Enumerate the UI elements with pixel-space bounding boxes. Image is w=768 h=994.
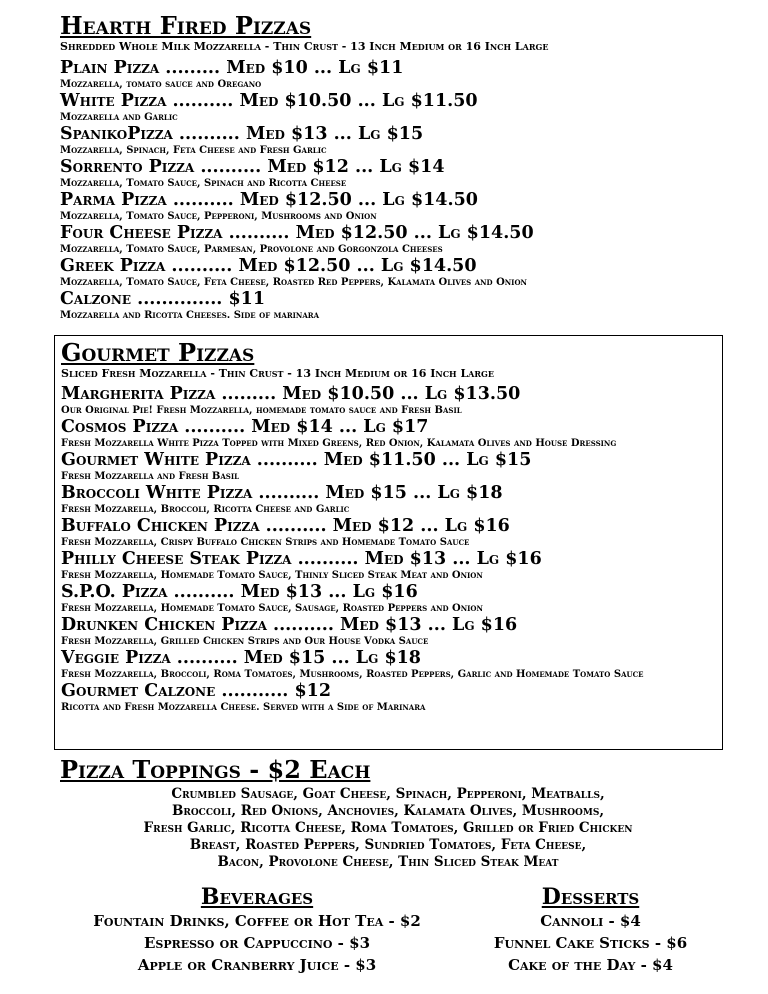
menu-item-desc: Fresh Mozzarella and Fresh Basil bbox=[61, 471, 240, 482]
beverages-title: Beverages bbox=[200, 884, 314, 910]
menu-item-name: Veggie Pizza .......... Med $15 ... Lg $18 bbox=[61, 648, 421, 668]
beverage-item: Apple or Cranberry Juice - $3 bbox=[137, 956, 377, 974]
menu-item bbox=[61, 483, 722, 516]
menu-item bbox=[61, 681, 722, 714]
toppings-line: Fresh Garlic, Ricotta Cheese, Roma Tomatoes, Grilled or Fried Chicken bbox=[143, 820, 633, 836]
menu-item-name: SpanikoPizza .......... Med $13 ... Lg $15 bbox=[60, 124, 424, 144]
menu-item bbox=[60, 91, 760, 124]
menu-item-name: Margherita Pizza ......... Med $10.50 ... Lg $13.50 bbox=[61, 384, 521, 404]
menu-item-desc: Fresh Mozzarella, Crispy Buffalo Chicken Strips and Homemade Tomato Sauce bbox=[61, 537, 470, 548]
menu-item bbox=[60, 124, 760, 157]
toppings-section bbox=[60, 756, 760, 871]
menu-item-name: S.P.O. Pizza .......... Med $13 ... Lg $16 bbox=[61, 582, 418, 602]
menu-item bbox=[60, 157, 760, 190]
toppings-line: Bacon, Provolone Cheese, Thin Sliced Steak Meat bbox=[217, 854, 559, 870]
menu-item-name: Plain Pizza ......... Med $10 ... Lg $11 bbox=[60, 58, 404, 78]
beverages-section bbox=[48, 884, 466, 976]
menu-item-desc: Fresh Mozzarella, Broccoli, Roma Tomatoes, Mushrooms, Roasted Peppers, Garlic and Homemade Tomato Sauce bbox=[61, 669, 644, 680]
menu-item-desc: Fresh Mozzarella, Broccoli, Ricotta Cheese and Garlic bbox=[61, 504, 350, 515]
menu-item-name: Philly Cheese Steak Pizza .......... Med $13 ... Lg $16 bbox=[61, 549, 542, 569]
menu-item bbox=[61, 450, 722, 483]
toppings-title: Pizza Toppings - $2 Each bbox=[60, 755, 371, 784]
menu-item-name: Four Cheese Pizza .......... Med $12.50 ... Lg $14.50 bbox=[60, 223, 534, 243]
menu-item-desc: Mozzarella and Ricotta Cheeses. Side of marinara bbox=[60, 310, 319, 321]
menu-item-name: Sorrento Pizza .......... Med $12 ... Lg $14 bbox=[60, 157, 445, 177]
menu-item-desc: Mozzarella, Tomato Sauce, Feta Cheese, Roasted Red Peppers, Kalamata Olives and Onion bbox=[60, 277, 527, 288]
toppings-line: Breast, Roasted Peppers, Sundried Tomatoes, Feta Cheese, bbox=[189, 837, 587, 853]
hearth-fired-section bbox=[60, 12, 760, 322]
gourmet-section bbox=[54, 335, 723, 750]
menu-item-name: Gourmet White Pizza .......... Med $11.50 ... Lg $15 bbox=[61, 450, 532, 470]
dessert-item: Cannoli - $4 bbox=[540, 912, 641, 930]
toppings-line: Crumbled Sausage, Goat Cheese, Spinach, Pepperoni, Meatballs, bbox=[171, 786, 605, 802]
menu-item bbox=[61, 516, 722, 549]
menu-item-name: Parma Pizza .......... Med $12.50 ... Lg $14.50 bbox=[60, 190, 478, 210]
hearth-fired-subtitle: Shredded Whole Milk Mozzarella - Thin Crust - 13 Inch Medium or 16 Inch Large bbox=[60, 40, 549, 53]
menu-item-name: Broccoli White Pizza .......... Med $15 ... Lg $18 bbox=[61, 483, 503, 503]
menu-item-desc: Mozzarella, Spinach, Feta Cheese and Fresh Garlic bbox=[60, 145, 327, 156]
menu-item-desc: Mozzarella, Tomato Sauce, Spinach and Ricotta Cheese bbox=[60, 178, 347, 189]
gourmet-subtitle: Sliced Fresh Mozzarella - Thin Crust - 13 Inch Medium or 16 Inch Large bbox=[61, 367, 494, 380]
dessert-item: Cake of the Day - $4 bbox=[508, 956, 673, 974]
dessert-item: Funnel Cake Sticks - $6 bbox=[493, 934, 688, 952]
menu-item-desc: Mozzarella, Tomato Sauce, Parmesan, Provolone and Gorgonzola Cheeses bbox=[60, 244, 443, 255]
menu-item-desc: Mozzarella, tomato sauce and Oregano bbox=[60, 79, 262, 90]
beverage-item: Espresso or Cappuccino - $3 bbox=[143, 934, 370, 952]
menu-item-name: Drunken Chicken Pizza .......... Med $13 ... Lg $16 bbox=[61, 615, 518, 635]
menu-item bbox=[60, 58, 760, 91]
menu-item bbox=[61, 582, 722, 615]
menu-item-desc: Mozzarella, Tomato Sauce, Pepperoni, Mushrooms and Onion bbox=[60, 211, 377, 222]
menu-item-desc: Fresh Mozzarella, Homemade Tomato Sauce, Sausage, Roasted Peppers and Onion bbox=[61, 603, 483, 614]
menu-item bbox=[61, 648, 722, 681]
desserts-section bbox=[468, 884, 713, 976]
menu-item-desc: Fresh Mozzarella, Homemade Tomato Sauce, Thinly Sliced Steak Meat and Onion bbox=[61, 570, 483, 581]
menu-item bbox=[61, 417, 722, 450]
menu-item bbox=[61, 615, 722, 648]
toppings-list bbox=[60, 786, 716, 871]
menu-item-name: Cosmos Pizza .......... Med $14 ... Lg $17 bbox=[61, 417, 429, 437]
hearth-fired-title: Hearth Fired Pizzas bbox=[60, 11, 312, 40]
menu-item-desc: Our Original Pie! Fresh Mozzarella, homemade tomato sauce and Fresh Basil bbox=[61, 405, 462, 416]
menu-item-desc: Ricotta and Fresh Mozzarella Cheese. Served with a Side of Marinara bbox=[61, 702, 426, 713]
menu-item bbox=[61, 384, 722, 417]
menu-item bbox=[60, 256, 760, 289]
menu-item-name: Buffalo Chicken Pizza .......... Med $12 ... Lg $16 bbox=[61, 516, 510, 536]
gourmet-title: Gourmet Pizzas bbox=[61, 338, 255, 367]
toppings-line: Broccoli, Red Onions, Anchovies, Kalamata Olives, Mushrooms, bbox=[171, 803, 605, 819]
menu-item-name: Greek Pizza .......... Med $12.50 ... Lg $14.50 bbox=[60, 256, 477, 276]
menu-item-name: Calzone .............. $11 bbox=[60, 289, 266, 309]
menu-item bbox=[60, 223, 760, 256]
menu-item bbox=[60, 190, 760, 223]
menu-item-name: Gourmet Calzone ........... $12 bbox=[61, 681, 332, 701]
menu-item bbox=[60, 289, 760, 322]
desserts-title: Desserts bbox=[541, 884, 640, 910]
menu-item-desc: Fresh Mozzarella White Pizza Topped with Mixed Greens, Red Onion, Kalamata Olives and House Dressing bbox=[61, 438, 617, 449]
menu-item-name: White Pizza .......... Med $10.50 ... Lg $11.50 bbox=[60, 91, 478, 111]
beverage-item: Fountain Drinks, Coffee or Hot Tea - $2 bbox=[93, 912, 421, 930]
menu-item bbox=[61, 549, 722, 582]
menu-item-desc: Mozzarella and Garlic bbox=[60, 112, 178, 123]
menu-item-desc: Fresh Mozzarella, Grilled Chicken Strips and Our House Vodka Sauce bbox=[61, 636, 429, 647]
